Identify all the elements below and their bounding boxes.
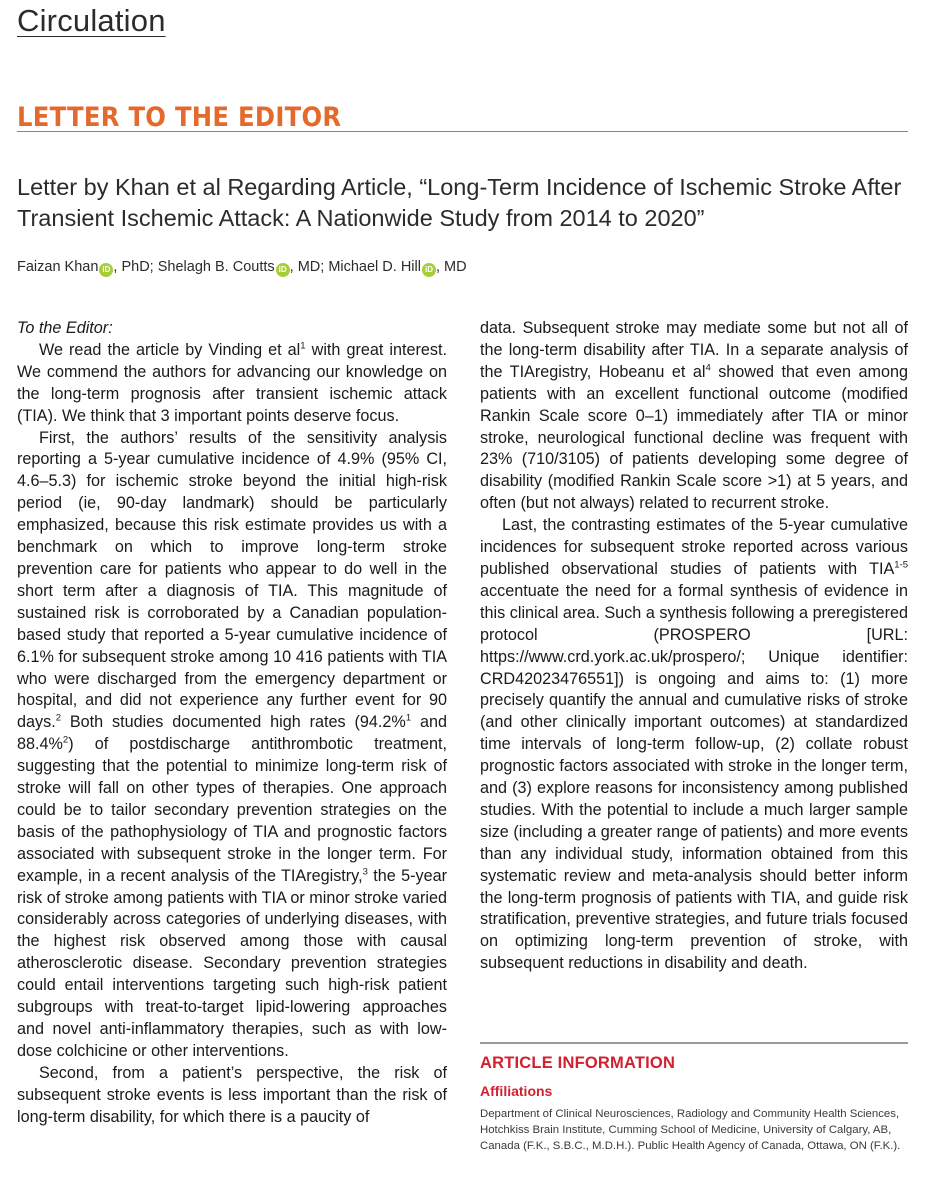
article-title: Letter by Khan et al Regarding Article, “Long-Term Incidence of Ischemic Stroke After Transient Ischemic Attack: A Nationwide Study from 2014 to 2020” <box>17 174 902 231</box>
section-divider <box>17 131 908 132</box>
author-name: Shelagh B. Coutts <box>157 259 275 275</box>
author-name: Michael D. Hill <box>328 259 421 275</box>
author-list <box>17 259 467 277</box>
journal-name[interactable]: Circulation <box>17 3 166 38</box>
article-info-divider <box>480 1042 908 1044</box>
section-heading: LETTER TO THE EDITOR <box>17 102 342 133</box>
body-paragraph-3-continued: data. Subsequent stroke may mediate some but not all of the long-term disability after TIA. In a separate analysis of the TIAregistry, Hobeanu et $al^4$ showed that even among patients with an excellent functional outcome (modified Rankin Scale score 0–1) immediately after TIA or minor stroke, neurological functional decline was frequent with 23% (710/3105) of patients developing some degree of disability (modified Rankin Scale score >1) at 5 years, and often (but not always) related to recurrent stroke. <box>480 319 908 513</box>
author-degree: , MD <box>435 259 467 275</box>
affiliations-text: Department of Clinical Neurosciences, Radiology and Community Health Sciences, Hotchkiss Brain Institute, Cumming School of Medicine, University of Calgary, AB, Canada (F.K., S.B.C., M.D.H.). Public Health Agency of Canada, Ottawa, ON (F.K.). <box>480 1108 901 1152</box>
body-column-right <box>480 318 908 975</box>
body-paragraph-2: First, the authors’ results of the sensitivity analysis reporting a 5-year cumulative incidence of 4.9% (95% CI, 4.6–5.3) for ischemic stroke beyond the initial high-risk period (ie, 90-day landmark) should be particularly emphasized, because this risk estimate provides us with a benchmark on which to improve long-term stroke prevention care for patients who appear to do well in the short term after a diagnosis of TIA. This magnitude of sustained risk is corroborated by a Canadian population-based study that reported a 5-year cumulative incidence of 6.1% for subsequent stroke among 10 416 patients with TIA who were discharged from the emergency department or hospital, and did not experience any further event for 90 days.$^2$ Both studies documented high rates (94.2%$^1$ and 88.4%$^2$) of postdischarge antithrombotic treatment, suggesting that the potential to minimize long-term risk of stroke will fall on other types of therapies. One approach could be to tailor secondary prevention strategies on the basis of the pathophysiology of TIA and prognostic factors associated with subsequent stroke in the longer term. For example, in a recent analysis of the TIAregistry,$^3$ the 5-year risk of stroke among patients with TIA or minor stroke varied considerably across categories of underlying diseases, with the highest risk observed among those with causal atherosclerotic disease. Secondary prevention strategies could entail interventions targeting such high-risk patient subgroups with treat-to-target lipid-lowering approaches and novel anti-inflammatory therapies, such as with low-dose colchicine or other interventions. <box>17 428 447 1060</box>
body-column-left <box>17 318 447 1129</box>
orcid-icon[interactable]: iD <box>99 263 113 277</box>
author-degree: , PhD; <box>113 259 158 275</box>
author-degree: , MD; <box>289 259 329 275</box>
orcid-icon[interactable]: iD <box>276 263 290 277</box>
affiliations-heading: Affiliations <box>480 1083 553 1099</box>
article-info-heading: ARTICLE INFORMATION <box>480 1054 676 1072</box>
body-paragraph-1: We read the article by Vinding et $al^1$ with great interest. We commend the authors for advancing our knowledge on the long-term prognosis after transient ischemic attack (TIA). We think that 3 important points deserve focus. <box>17 340 447 425</box>
author-name: Faizan Khan <box>17 259 99 275</box>
orcid-icon[interactable]: iD <box>422 263 436 277</box>
salutation: To the Editor: <box>17 319 113 337</box>
body-paragraph-4: Last, the contrasting estimates of the 5-year cumulative incidences for subsequent stroke reported across various published observational studies of patients with TIA$^{1-5}$ accentuate the need for a formal synthesis of evidence in this clinical area. Such a synthesis following a preregistered protocol (PROSPERO [URL: https://www.crd.york.ac.uk/prospero/; Unique identifier: CRD42023476551]) is ongoing and aims to: (1) more precisely quantify the annual and cumulative risks of stroke (and other clinically important outcomes) at standardized time intervals of long-term follow-up, (2) collate robust prognostic factors associated with stroke in the longer term, and (3) explore reasons for inconsistency among published studies. With the potential to include a much larger sample size (including a greater range of patients) and more events than any individual study, information obtained from this systematic review and meta-analysis should better inform the long-term prognosis of patients with TIA, and guide risk stratification, preventive strategies, and future trials focused on optimizing long-term prevention of stroke, with subsequent reductions in disability and death. <box>480 516 908 973</box>
body-paragraph-3: Second, from a patient’s perspective, the risk of subsequent stroke events is less important than the risk of long-term disability, for which there is a paucity of <box>17 1063 447 1126</box>
